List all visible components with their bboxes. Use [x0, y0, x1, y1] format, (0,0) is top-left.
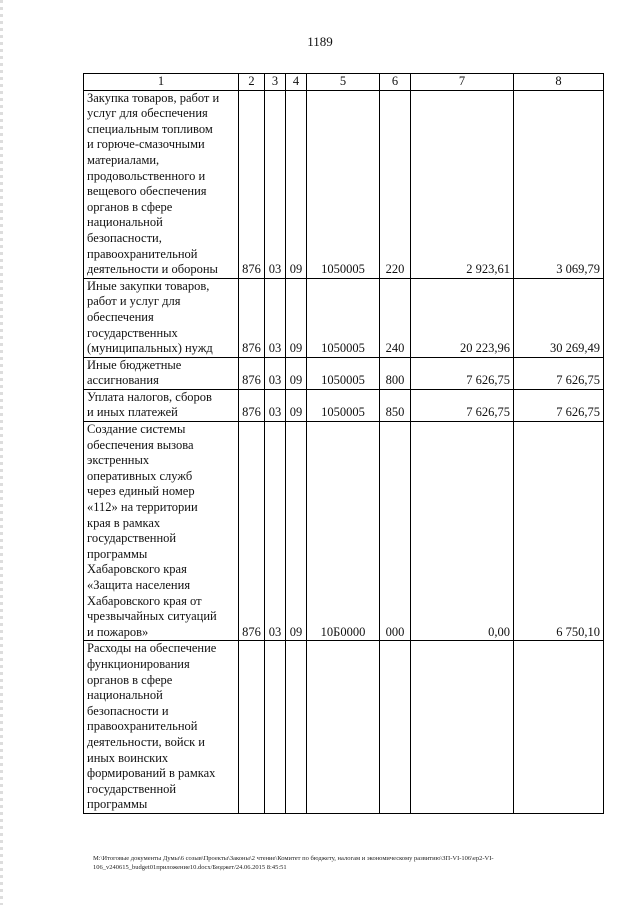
table-row [84, 422, 604, 641]
header-cell: 1 [84, 74, 239, 91]
cell-csr: 10Б0000 [307, 422, 380, 641]
cell-rz: 03 [265, 357, 286, 389]
cell-csr [307, 641, 380, 814]
description-line: правоохранительной [87, 246, 198, 261]
cell-ved [239, 641, 265, 814]
budget-table [83, 73, 604, 814]
header-cell: 4 [286, 74, 307, 91]
row-description [84, 90, 239, 278]
cell-sum2: 7 626,75 [514, 357, 604, 389]
description-line: оперативных служб [87, 468, 193, 483]
header-cell: 7 [411, 74, 514, 91]
footer-line: 106_v240615_budget01приложение10.docx/Бюджет/24.06.2015 8:45:51 [93, 864, 287, 871]
description-line: «Защита населения [87, 578, 191, 592]
cell-pr: 09 [286, 389, 307, 421]
description-line: программы [87, 546, 148, 561]
description-line: Уплата налогов, сборов [87, 389, 212, 404]
cell-ved: 876 [239, 90, 265, 278]
cell-sum2: 3 069,79 [514, 90, 604, 278]
description-line: работ и услуг для [87, 294, 181, 309]
header-cell: 3 [265, 74, 286, 91]
description-line: программы [87, 797, 148, 812]
cell-vr: 000 [380, 422, 411, 641]
cell-sum2: 30 269,49 [514, 278, 604, 357]
description-line: Иные закупки товаров, [87, 278, 210, 293]
row-description [84, 278, 239, 357]
cell-csr: 1050005 [307, 389, 380, 421]
cell-pr: 09 [286, 357, 307, 389]
cell-vr: 240 [380, 278, 411, 357]
cell-sum1: 20 223,96 [411, 278, 514, 357]
description-line: национальной [87, 688, 163, 703]
cell-csr: 1050005 [307, 357, 380, 389]
cell-sum2: 7 626,75 [514, 389, 604, 421]
cell-ved: 876 [239, 422, 265, 641]
cell-pr: 09 [286, 422, 307, 641]
table-row [84, 90, 604, 278]
file-path-footer [93, 854, 613, 872]
description-line: чрезвычайных ситуаций [87, 609, 217, 624]
footer-line: M:\Итоговые документы Думы\6 созыв\Проекты\Законы\2 чтение\Комитет по бюджету, налогам и экономическому развитию\ЗП-VI-106\ep2-VI- [93, 855, 494, 862]
description-line: безопасности, [87, 230, 162, 245]
row-description [84, 357, 239, 389]
cell-sum2: 6 750,10 [514, 422, 604, 641]
description-line: деятельности, войск и [87, 734, 205, 749]
description-line: Создание системы [87, 422, 186, 437]
description-line: и пожаров» [87, 624, 149, 639]
description-line: продовольственного и [87, 168, 206, 183]
description-line: (муниципальных) нужд [87, 341, 213, 356]
description-line: государственных [87, 325, 178, 340]
cell-pr: 09 [286, 90, 307, 278]
table-row [84, 357, 604, 389]
description-line: формирований в рамках [87, 766, 216, 781]
table-row [84, 641, 604, 814]
cell-rz [265, 641, 286, 814]
description-line: экстренных [87, 453, 150, 468]
cell-rz: 03 [265, 422, 286, 641]
cell-ved: 876 [239, 357, 265, 389]
cell-sum1: 0,00 [411, 422, 514, 641]
description-line: Иные бюджетные [87, 357, 182, 372]
description-line: национальной [87, 215, 163, 230]
cell-sum1: 2 923,61 [411, 90, 514, 278]
description-line: безопасности и [87, 703, 169, 718]
description-line: края в рамках [87, 515, 161, 530]
cell-ved: 876 [239, 278, 265, 357]
cell-rz: 03 [265, 90, 286, 278]
cell-rz: 03 [265, 389, 286, 421]
row-description [84, 422, 239, 641]
description-line: органов в сфере [87, 199, 173, 214]
scan-edge [0, 0, 3, 905]
cell-sum1: 7 626,75 [411, 357, 514, 389]
description-line: Хабаровского края от [87, 593, 202, 608]
description-line: правоохранительной [87, 719, 198, 734]
row-description [84, 389, 239, 421]
description-line: деятельности и обороны [87, 262, 218, 277]
description-line: вещевого обеспечения [87, 184, 207, 199]
cell-vr: 800 [380, 357, 411, 389]
description-line: органов в сфере [87, 672, 173, 687]
cell-pr: 09 [286, 278, 307, 357]
table-row [84, 278, 604, 357]
description-line: через единый номер [87, 484, 195, 499]
table-row [84, 389, 604, 421]
description-line: Хабаровского края [87, 562, 187, 577]
description-line: обеспечения [87, 309, 154, 324]
description-line: Закупка товаров, работ и [87, 90, 220, 105]
cell-csr: 1050005 [307, 278, 380, 357]
cell-pr [286, 641, 307, 814]
description-line: государственной [87, 531, 177, 546]
description-line: функционирования [87, 656, 190, 671]
header-cell: 5 [307, 74, 380, 91]
description-line: государственной [87, 781, 177, 796]
description-line: и иных платежей [87, 405, 178, 420]
description-line: Расходы на обеспечение [87, 641, 217, 656]
header-cell: 8 [514, 74, 604, 91]
cell-sum1: 7 626,75 [411, 389, 514, 421]
cell-sum1 [411, 641, 514, 814]
description-line: иных воинских [87, 750, 169, 765]
cell-sum2 [514, 641, 604, 814]
description-line: «112» на территории [87, 500, 198, 515]
description-line: материалами, [87, 152, 160, 167]
table-header-row [84, 74, 604, 91]
cell-vr: 850 [380, 389, 411, 421]
description-line: обеспечения вызова [87, 437, 194, 452]
cell-vr: 220 [380, 90, 411, 278]
cell-rz: 03 [265, 278, 286, 357]
cell-csr: 1050005 [307, 90, 380, 278]
header-cell: 6 [380, 74, 411, 91]
cell-vr [380, 641, 411, 814]
page-number: 1189 [307, 34, 333, 49]
row-description [84, 641, 239, 814]
description-line: специальным топливом [87, 121, 213, 136]
description-line: и горюче-смазочными [87, 137, 205, 152]
cell-ved: 876 [239, 389, 265, 421]
description-line: ассигнования [87, 373, 159, 388]
description-line: услуг для обеспечения [87, 106, 208, 121]
header-cell: 2 [239, 74, 265, 91]
